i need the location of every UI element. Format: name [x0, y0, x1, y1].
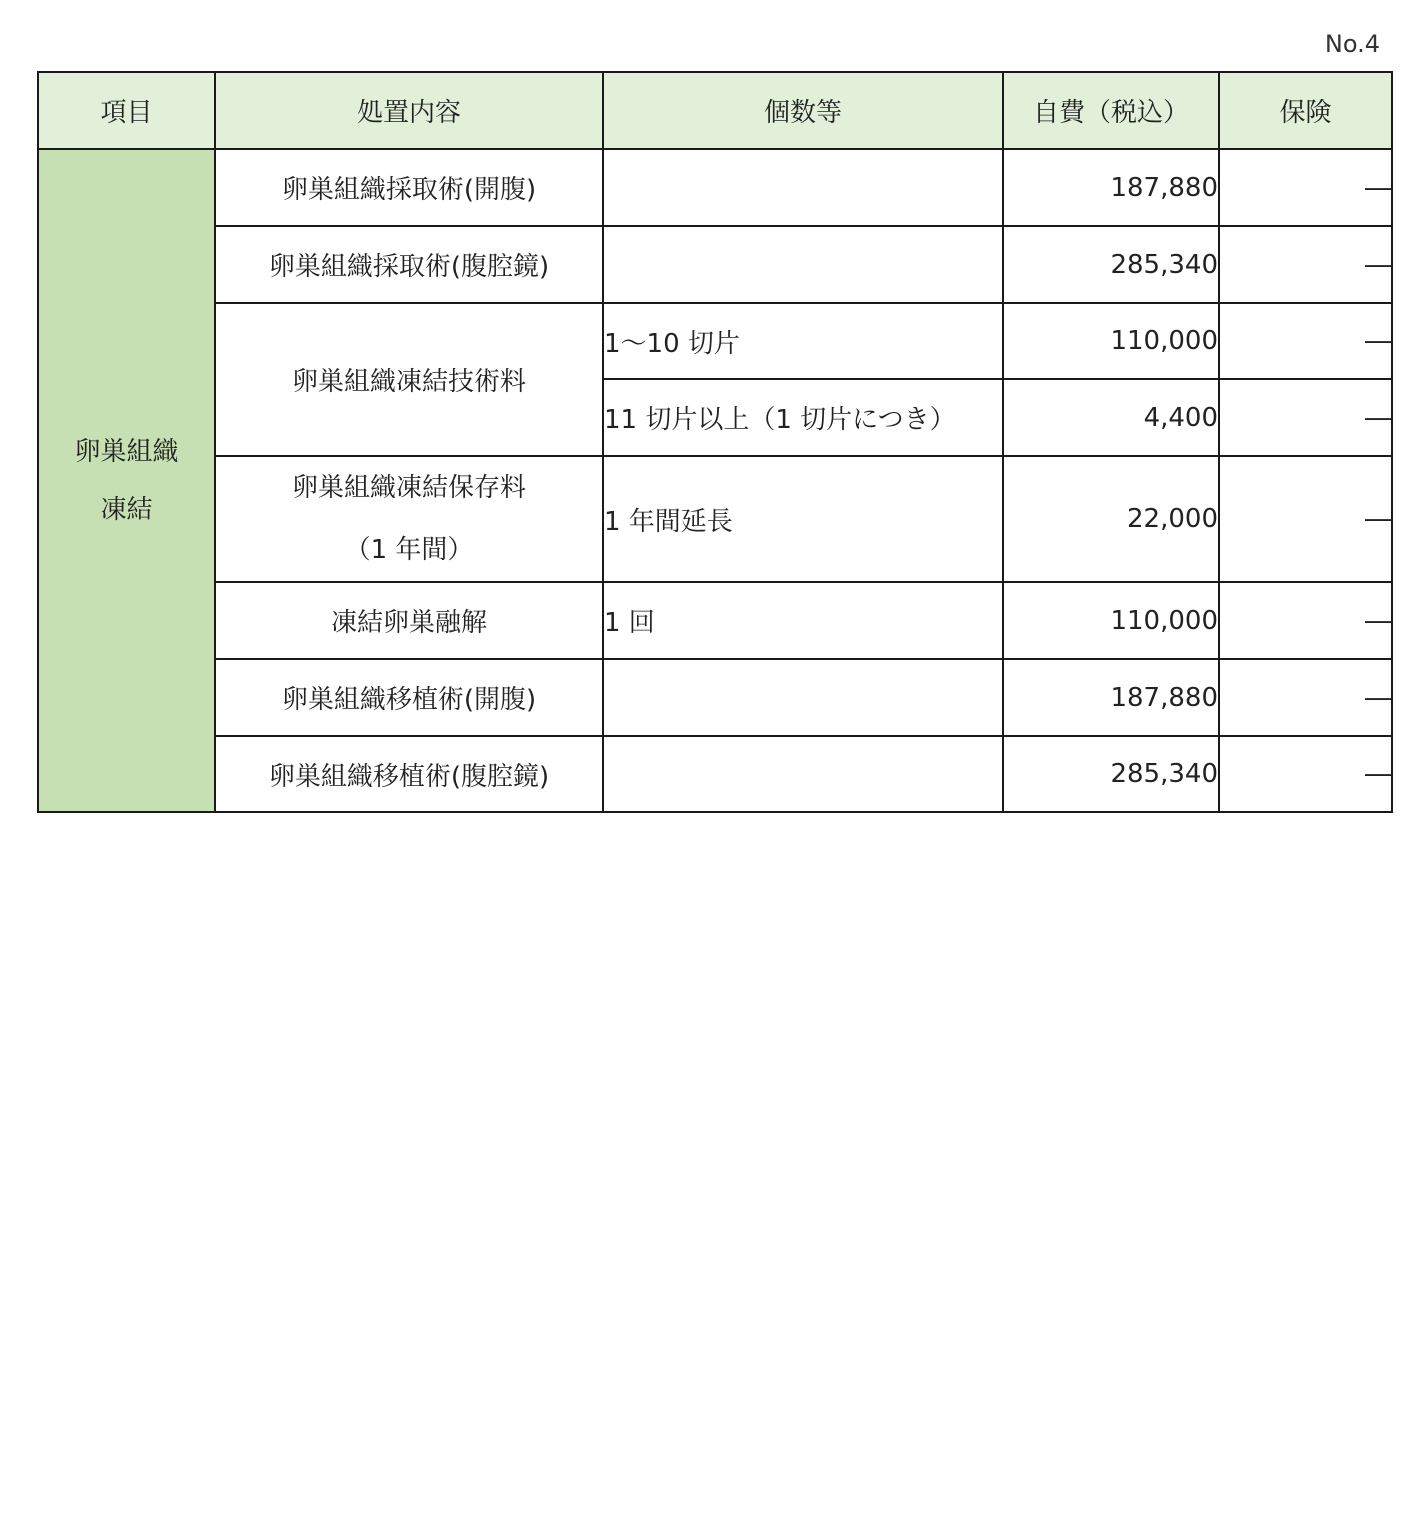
table-header-row [38, 72, 1392, 149]
insurance-cell: ― [1219, 303, 1392, 379]
table-row [38, 659, 1392, 736]
quantity-cell [603, 659, 1003, 736]
insurance-cell: ― [1219, 149, 1392, 226]
treatment-line2: （1 年間） [344, 535, 474, 565]
price-cell: 187,880 [1003, 149, 1219, 226]
insurance-cell: ― [1219, 582, 1392, 659]
quantity-cell [603, 226, 1003, 303]
treatment-cell: 卵巣組織移植術(腹腔鏡) [215, 736, 603, 812]
quantity-cell: 1 年間延長 [603, 456, 1003, 582]
price-cell: 285,340 [1003, 226, 1219, 303]
insurance-cell: ― [1219, 456, 1392, 582]
header-insurance: 保険 [1219, 72, 1392, 149]
treatment-cell [215, 456, 603, 582]
table-row [38, 736, 1392, 812]
treatment-cell: 凍結卵巣融解 [215, 582, 603, 659]
quantity-cell: 11 切片以上（1 切片につき） [603, 379, 1003, 456]
quantity-cell: 1 回 [603, 582, 1003, 659]
table-row [38, 303, 1392, 379]
treatment-cell: 卵巣組織採取術(開腹) [215, 149, 603, 226]
category-cell [38, 149, 215, 812]
price-cell: 285,340 [1003, 736, 1219, 812]
table-row [38, 456, 1392, 582]
category-line1: 卵巣組織 [74, 436, 179, 467]
quantity-cell: 1～10 切片 [603, 303, 1003, 379]
header-quantity: 個数等 [603, 72, 1003, 149]
table-row [38, 582, 1392, 659]
treatment-line1: 卵巣組織凍結保存料 [291, 473, 526, 503]
price-cell: 110,000 [1003, 582, 1219, 659]
header-self-pay: 自費（税込） [1003, 72, 1219, 149]
header-item: 項目 [38, 72, 215, 149]
header-treatment: 処置内容 [215, 72, 603, 149]
treatment-cell: 卵巣組織凍結技術料 [215, 303, 603, 456]
treatment-cell: 卵巣組織移植術(開腹) [215, 659, 603, 736]
price-cell: 22,000 [1003, 456, 1219, 582]
price-cell: 4,400 [1003, 379, 1219, 456]
page-number: No.4 [1324, 30, 1380, 58]
insurance-cell: ― [1219, 226, 1392, 303]
treatment-cell: 卵巣組織採取術(腹腔鏡) [215, 226, 603, 303]
fee-table [37, 71, 1393, 813]
price-cell: 110,000 [1003, 303, 1219, 379]
insurance-cell: ― [1219, 659, 1392, 736]
table-row [38, 226, 1392, 303]
price-cell: 187,880 [1003, 659, 1219, 736]
quantity-cell [603, 736, 1003, 812]
insurance-cell: ― [1219, 379, 1392, 456]
category-line2: 凍結 [100, 494, 153, 525]
insurance-cell: ― [1219, 736, 1392, 812]
table-row [38, 149, 1392, 226]
quantity-cell [603, 149, 1003, 226]
